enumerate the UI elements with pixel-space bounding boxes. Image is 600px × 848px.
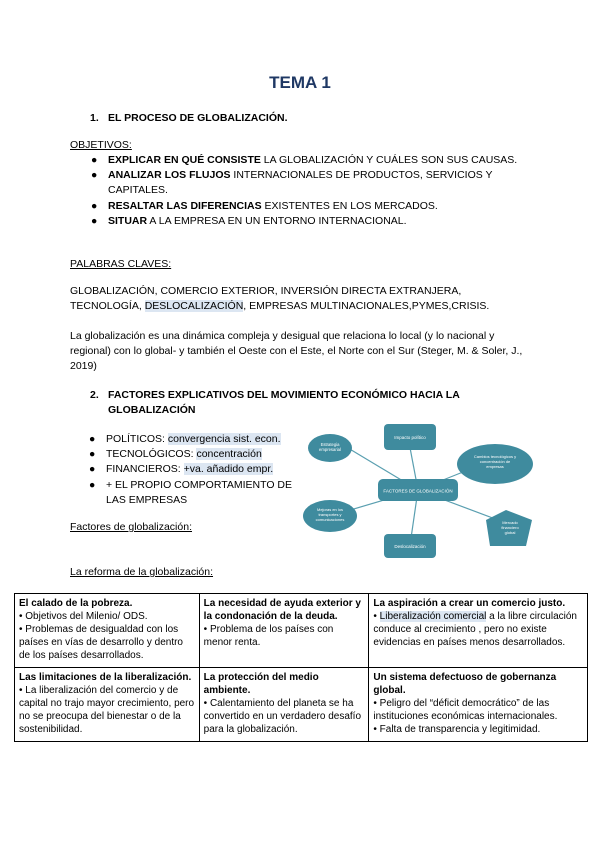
svg-text:Impacto político: Impacto político xyxy=(394,435,426,440)
palabras-label: PALABRAS CLAVES: xyxy=(70,258,172,270)
objetivo-item: ● ANALIZAR LOS FLUJOS INTERNACIONALES DE PRODUCTOS, SERVICIOS Y CAPITALES. xyxy=(91,169,493,197)
table-cell: La necesidad de ayuda exterior y la condonación de la deuda. • Problema de los países con menor renta. xyxy=(199,594,369,668)
diagram-center-node xyxy=(378,479,458,501)
svg-text:Mercadofinancieroglobal: Mercado financiero global xyxy=(501,520,519,535)
factor-item: ● FINANCIEROS: +va. añadido empr. xyxy=(89,463,274,476)
factor-item: ● POLÍTICOS: convergencia sist. econ. xyxy=(89,433,281,445)
svg-text:Cambios tecnológicos yconcentr: Cambios tecnológicos y concentración de empresas xyxy=(473,454,517,469)
objetivos-list xyxy=(90,153,530,229)
table-cell: La protección del medio ambiente. • Calentamiento del planeta se ha convertido en un verdadero desafío para la globalización. xyxy=(199,668,369,742)
svg-text:Estrategiaempresarial: Estrategia empresarial xyxy=(319,442,341,452)
objetivos-label: OBJETIVOS: xyxy=(70,139,132,151)
factors-diagram xyxy=(302,422,534,560)
diagram-node-impacto xyxy=(384,424,436,450)
section-2-heading: FACTORES EXPLICATIVOS DEL MOVIMIENTO ECONÓMICO HACIA LA GLOBALIZACIÓN xyxy=(108,389,460,417)
intro-paragraph: La globalización es una dinámica compleja y desigual que relaciona lo local (y lo nacional y regional) con lo global- y también el Oeste con el Este, el Norte con el Sur (Steger, M. & Soler, J., 2019) xyxy=(70,330,523,373)
diagram-node-transportes xyxy=(303,500,357,532)
table-cell: Las limitaciones de la liberalización. • La liberalización del comercio y de capital no trajo mayor crecimiento, pero no se preocupa del bienestar o de la sostenibilidad. xyxy=(15,668,200,742)
diagram-node-deslocalizacion xyxy=(384,534,436,558)
table-row xyxy=(15,668,588,742)
objetivo-item: ● SITUAR A LA EMPRESA EN UN ENTORNO INTERNACIONAL. xyxy=(91,214,407,227)
table-cell: La aspiración a crear un comercio justo. • Liberalización comercial a la libre circulación conduce al crecimiento , pero no existe evidencias en países menos desarrollados. xyxy=(369,594,588,668)
section-1-heading: EL PROCESO DE GLOBALIZACIÓN. xyxy=(108,112,288,124)
page-title: TEMA 1 xyxy=(269,73,331,92)
diagram-node-mercado xyxy=(486,510,532,546)
factor-item: ● TECNOLÓGICOS: concentración xyxy=(89,448,262,461)
section-2-number: 2. xyxy=(90,389,99,401)
reforma-label: La reforma de la globalización: xyxy=(70,566,214,578)
svg-text:Mejoras en lostransportes ycom: Mejoras en los transportes y comunicaciones xyxy=(315,507,345,522)
factores-list xyxy=(88,432,296,508)
objetivo-item: ● RESALTAR LAS DIFERENCIAS EXISTENTES EN LOS MERCADOS. xyxy=(91,199,438,212)
section-1-number: 1. xyxy=(90,112,99,124)
table-cell: El calado de la pobreza. • Objetivos del Milenio/ ODS. • Problemas de desigualdad con los países en vías de desarrollo y dentro de los países desarrollados. xyxy=(15,594,200,668)
diagram-node-estrategia xyxy=(308,434,352,462)
svg-text:Deslocalización: Deslocalización xyxy=(394,544,426,549)
reforma-table xyxy=(14,593,588,742)
diagram-node-cambios xyxy=(457,444,533,484)
factor-item: ● + EL PROPIO COMPORTAMIENTO DE LAS EMPRESAS xyxy=(89,478,293,506)
svg-text:FACTORES DE GLOBALIZACIÓN: FACTORES DE GLOBALIZACIÓN xyxy=(383,488,453,494)
table-cell: Un sistema defectuoso de gobernanza global. • Peligro del “déficit democrático” de las instituciones económicas internacionales. • Falta de transparencia y legitimidad. xyxy=(369,668,588,742)
table-row xyxy=(15,594,588,668)
palabras-text: GLOBALIZACIÓN, COMERCIO EXTERIOR, INVERSIÓN DIRECTA EXTRANJERA, TECNOLOGÍA, DESLOCALIZACIÓN, EMPRESAS MULTINACIONALES,PYMES,CRISIS. xyxy=(70,285,490,313)
objetivo-item: ● EXPLICAR EN QUÉ CONSISTE LA GLOBALIZACIÓN Y CUÁLES SON SUS CAUSAS. xyxy=(91,154,518,166)
diagram-caption: Factores de globalización: xyxy=(70,521,192,533)
